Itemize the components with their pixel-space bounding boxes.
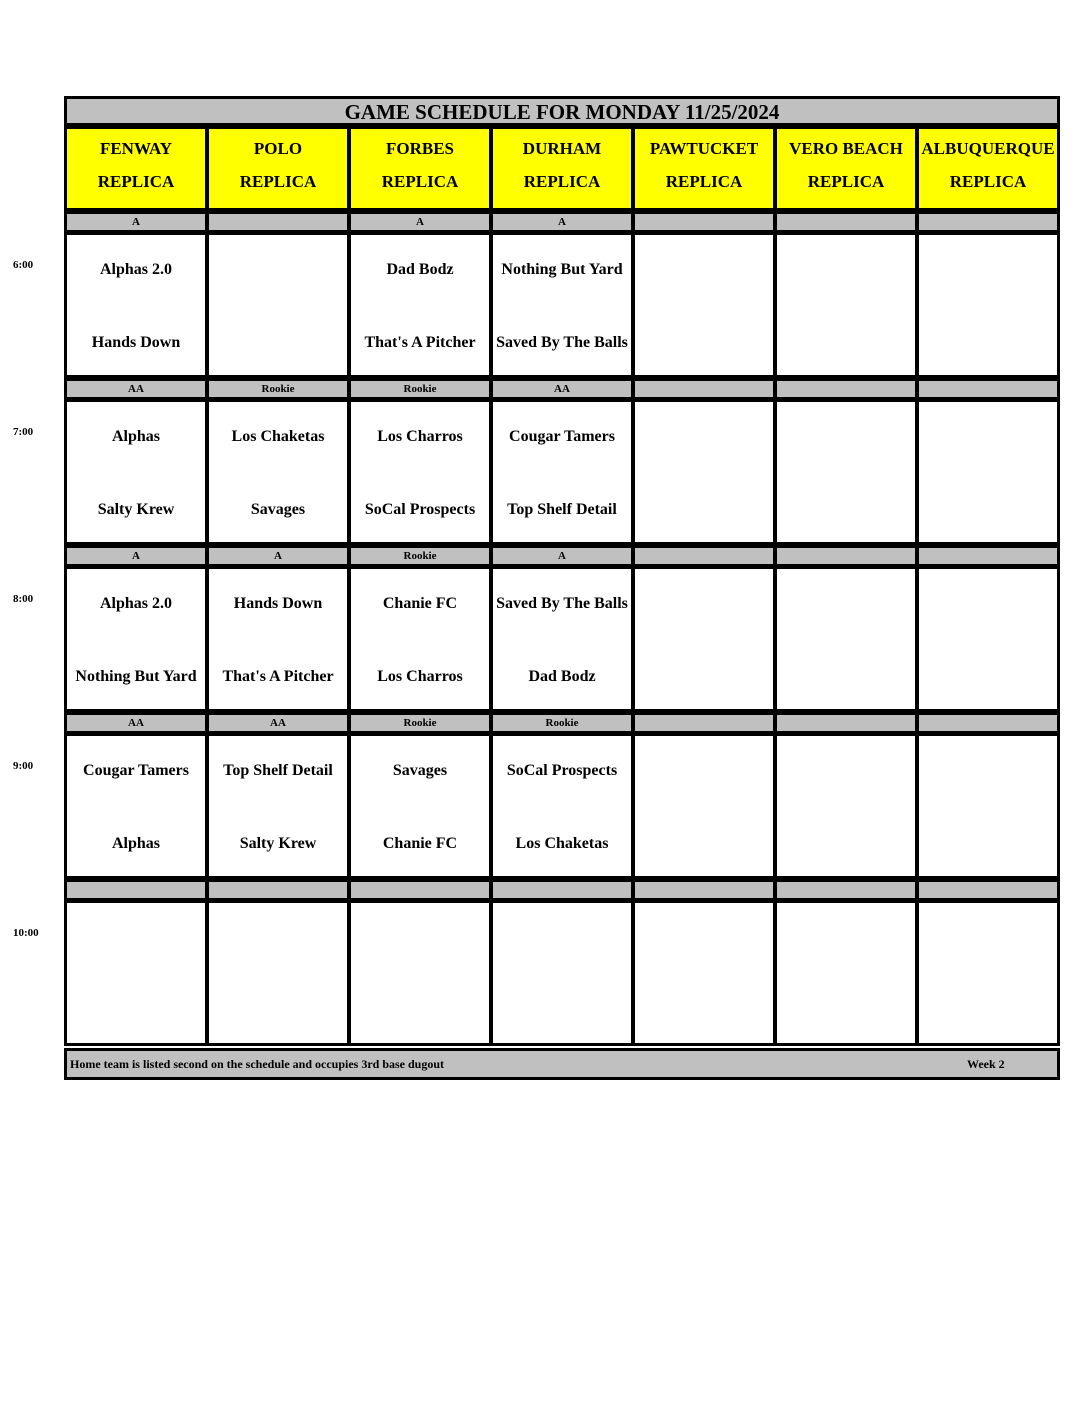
division-label: AA	[206, 712, 350, 734]
division-label	[774, 378, 918, 400]
away-team: Saved By The Balls	[496, 595, 628, 612]
schedule-table	[64, 96, 1060, 1080]
game-cell	[632, 399, 776, 545]
home-team: Salty Krew	[239, 835, 317, 852]
game-cell	[490, 566, 634, 712]
game-cell	[916, 232, 1060, 378]
game-cell	[632, 566, 776, 712]
game-cell	[916, 733, 1060, 879]
away-team: Los Chaketas	[231, 428, 325, 445]
away-team	[67, 913, 205, 963]
home-team: SoCal Prospects	[364, 501, 476, 518]
division-label	[916, 712, 1060, 734]
game-cell	[916, 566, 1060, 712]
home-team	[209, 986, 347, 1036]
division-label: A	[490, 545, 634, 567]
away-team	[351, 913, 489, 963]
division-label	[348, 879, 492, 901]
home-team	[777, 318, 915, 368]
field-name: VERO BEACH	[789, 139, 903, 158]
game-cell	[206, 566, 350, 712]
away-team: Alphas	[111, 428, 161, 445]
away-team: Chanie FC	[382, 595, 458, 612]
field-subtitle: REPLICA	[97, 172, 175, 191]
time-label: 6:00	[13, 259, 34, 271]
time-label: 10:00	[13, 927, 39, 939]
field-name: PAWTUCKET	[649, 139, 759, 158]
home-team	[635, 318, 773, 368]
game-cell	[206, 232, 350, 378]
division-label	[632, 879, 776, 901]
division-label	[774, 712, 918, 734]
division-label	[774, 211, 918, 233]
home-team	[919, 318, 1057, 368]
game-cell	[774, 566, 918, 712]
field-header	[774, 126, 918, 211]
away-team: Los Charros	[377, 428, 463, 445]
schedule-title: GAME SCHEDULE FOR MONDAY 11/25/2024	[64, 96, 1060, 126]
game-cell	[206, 900, 350, 1046]
game-cell	[916, 399, 1060, 545]
field-subtitle: REPLICA	[665, 172, 743, 191]
division-label	[206, 879, 350, 901]
division-label	[64, 879, 208, 901]
game-cell	[206, 733, 350, 879]
home-team	[493, 986, 631, 1036]
home-team: Dad Bodz	[528, 668, 596, 685]
game-cell	[64, 733, 208, 879]
game-cell	[348, 399, 492, 545]
home-team: Nothing But Yard	[75, 668, 197, 685]
game-cell	[490, 900, 634, 1046]
division-label: A	[348, 211, 492, 233]
game-cell	[774, 900, 918, 1046]
game-cell	[64, 232, 208, 378]
away-team	[209, 913, 347, 963]
division-label	[632, 712, 776, 734]
home-team	[777, 986, 915, 1036]
away-team	[919, 746, 1057, 796]
home-team: Savages	[250, 501, 306, 518]
away-team: Top Shelf Detail	[223, 762, 333, 779]
away-team: Cougar Tamers	[83, 762, 189, 779]
home-team	[919, 986, 1057, 1036]
home-team	[635, 485, 773, 535]
away-team	[777, 913, 915, 963]
game-cell	[632, 733, 776, 879]
away-team	[493, 913, 631, 963]
home-team: Saved By The Balls	[496, 334, 628, 351]
field-header	[490, 126, 634, 211]
away-team: Dad Bodz	[386, 261, 454, 278]
field-name: ALBUQUERQUE	[921, 139, 1055, 158]
home-team	[635, 819, 773, 869]
away-team	[919, 412, 1057, 462]
game-cell	[64, 399, 208, 545]
game-cell	[348, 232, 492, 378]
home-team: That's A Pitcher	[364, 334, 476, 351]
division-label: A	[490, 211, 634, 233]
home-team	[919, 652, 1057, 702]
home-team	[67, 986, 205, 1036]
game-cell	[774, 399, 918, 545]
home-team: Top Shelf Detail	[507, 501, 617, 518]
away-team: Hands Down	[233, 595, 323, 612]
footer-note: Home team is listed second on the schedule and occupies 3rd base dugout	[70, 1057, 445, 1071]
away-team: SoCal Prospects	[506, 762, 618, 779]
time-label: 7:00	[13, 426, 34, 438]
field-header	[206, 126, 350, 211]
away-team	[919, 913, 1057, 963]
home-team	[351, 986, 489, 1036]
home-team	[635, 986, 773, 1036]
home-team: Chanie FC	[382, 835, 458, 852]
division-label	[916, 211, 1060, 233]
week-label: Week 2	[967, 1057, 1005, 1071]
field-header	[64, 126, 208, 211]
game-cell	[916, 900, 1060, 1046]
away-team	[777, 412, 915, 462]
home-team: That's A Pitcher	[222, 668, 334, 685]
division-label: Rookie	[206, 378, 350, 400]
division-label	[774, 879, 918, 901]
division-label: AA	[64, 378, 208, 400]
field-name: FENWAY	[99, 139, 173, 158]
game-cell	[64, 900, 208, 1046]
away-team	[635, 913, 773, 963]
game-cell	[632, 232, 776, 378]
away-team	[209, 245, 347, 295]
division-label: Rookie	[348, 545, 492, 567]
away-team	[635, 245, 773, 295]
division-label	[632, 378, 776, 400]
away-team: Nothing But Yard	[501, 261, 623, 278]
division-label: AA	[490, 378, 634, 400]
game-cell	[490, 733, 634, 879]
home-team: Alphas	[111, 835, 161, 852]
division-label	[916, 378, 1060, 400]
away-team	[919, 245, 1057, 295]
division-label	[490, 879, 634, 901]
game-cell	[64, 566, 208, 712]
division-label: Rookie	[490, 712, 634, 734]
home-team	[635, 652, 773, 702]
away-team	[777, 245, 915, 295]
field-subtitle: REPLICA	[239, 172, 317, 191]
away-team	[635, 579, 773, 629]
game-cell	[490, 232, 634, 378]
time-label: 8:00	[13, 593, 34, 605]
division-label: A	[206, 545, 350, 567]
field-name: FORBES	[385, 139, 455, 158]
game-cell	[348, 566, 492, 712]
game-cell	[348, 733, 492, 879]
division-label: A	[64, 545, 208, 567]
home-team	[919, 819, 1057, 869]
home-team: Hands Down	[91, 334, 181, 351]
home-team: Los Charros	[377, 668, 463, 685]
away-team: Cougar Tamers	[509, 428, 615, 445]
home-team	[209, 318, 347, 368]
division-label	[206, 211, 350, 233]
field-subtitle: REPLICA	[949, 172, 1027, 191]
division-label: A	[64, 211, 208, 233]
field-subtitle: REPLICA	[381, 172, 459, 191]
field-header	[632, 126, 776, 211]
division-label	[632, 211, 776, 233]
home-team	[777, 819, 915, 869]
game-cell	[632, 900, 776, 1046]
division-label	[916, 545, 1060, 567]
game-cell	[206, 399, 350, 545]
away-team	[919, 579, 1057, 629]
home-team	[777, 652, 915, 702]
field-name: POLO	[253, 139, 303, 158]
time-label: 9:00	[13, 760, 34, 772]
away-team	[777, 746, 915, 796]
division-label: Rookie	[348, 712, 492, 734]
division-label	[916, 879, 1060, 901]
division-label: AA	[64, 712, 208, 734]
game-cell	[348, 900, 492, 1046]
game-cell	[774, 733, 918, 879]
field-header	[348, 126, 492, 211]
footer-bar	[64, 1048, 1060, 1080]
game-cell	[774, 232, 918, 378]
field-subtitle: REPLICA	[523, 172, 601, 191]
away-team: Alphas 2.0	[99, 261, 173, 278]
game-cell	[490, 399, 634, 545]
field-name: DURHAM	[522, 139, 602, 158]
home-team	[919, 485, 1057, 535]
home-team: Los Chaketas	[515, 835, 609, 852]
home-team: Salty Krew	[97, 501, 175, 518]
away-team: Savages	[392, 762, 448, 779]
home-team	[777, 485, 915, 535]
field-subtitle: REPLICA	[807, 172, 885, 191]
division-label: Rookie	[348, 378, 492, 400]
away-team	[635, 412, 773, 462]
field-header	[916, 126, 1060, 211]
away-team: Alphas 2.0	[99, 595, 173, 612]
division-label	[774, 545, 918, 567]
away-team	[777, 579, 915, 629]
division-label	[632, 545, 776, 567]
away-team	[635, 746, 773, 796]
